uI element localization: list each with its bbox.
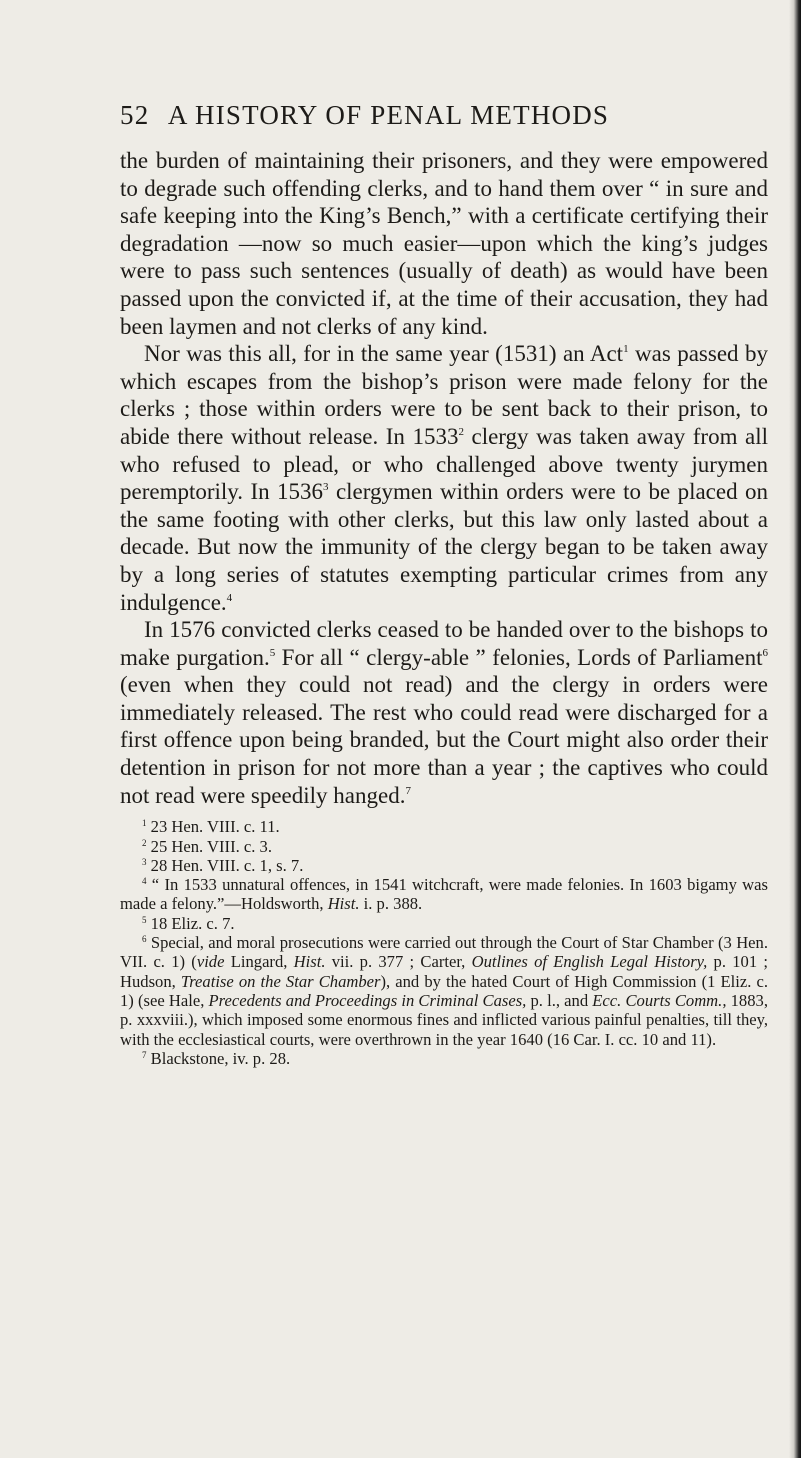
running-head bbox=[120, 100, 768, 131]
footnote-2-text: 25 Hen. VIII. c. 3. bbox=[146, 836, 272, 856]
body-text bbox=[120, 147, 768, 809]
book-page bbox=[120, 100, 768, 1068]
footnote-mark-7: 7 bbox=[142, 1049, 147, 1060]
paragraph-1-text: the burden of maintaining their prisoners, and they were empowered to degrade such offending clerks, and to hand them over “ in sure and safe keeping into the King’s Bench,” with a certificate certifying their degradation —now so much easier—upon which the king’s judges were to pass such sentences (usually of death) as would have been passed upon the convicted if, at the time of their accusation, they had been laymen and not clerks of any kind. bbox=[120, 148, 768, 339]
footnote-1-text: 23 Hen. VIII. c. 11. bbox=[146, 817, 280, 837]
footnote-6-text-f: p. l., and bbox=[526, 990, 593, 1010]
footnote-ref-7[interactable]: 7 bbox=[405, 784, 411, 797]
footnote-ref-4[interactable]: 4 bbox=[226, 591, 233, 604]
paragraph-3-text-b: For all “ clergy-able ” felonies, Lords of Parliament bbox=[275, 644, 763, 670]
footnote-6-text-c: vii. p. 377 ; Carter, bbox=[325, 952, 472, 972]
footnote-6 bbox=[120, 933, 768, 1049]
paragraph-2-text-c: clergy was taken away from all who refused to plead, or who challenged above twenty jurymen peremptorily. In 1536 bbox=[120, 423, 768, 505]
footnote-mark-3: 3 bbox=[142, 856, 147, 867]
paragraph-3-text-a: In 1576 convicted clerks ceased to be handed over to the bishops to make purgation. bbox=[120, 617, 768, 670]
footnote-6-hist: Hist. bbox=[293, 952, 326, 972]
footnote-ref-2[interactable]: 2 bbox=[458, 425, 464, 438]
footnote-2 bbox=[120, 837, 768, 856]
footnote-5-text: 18 Eliz. c. 7. bbox=[146, 913, 235, 933]
footnotes bbox=[120, 817, 768, 1068]
footnote-5 bbox=[120, 914, 768, 933]
footnote-mark-6: 6 bbox=[142, 934, 147, 945]
footnote-7-text: Blackstone, iv. p. 28. bbox=[146, 1048, 291, 1068]
footnote-4-text-a: “ In 1533 unnatural offences, in 1541 witchcraft, were made felonies. In 1603 bigamy was made a felony.”—Holdsworth, bbox=[120, 875, 768, 914]
footnote-6-text-e: ), and by the hated Court of High Commission (1 Eliz. c. 1) (see Hale, bbox=[120, 971, 768, 1010]
footnote-1 bbox=[120, 817, 768, 836]
paragraph-2-text-b: was passed by which escapes from the bishop’s prison were made felony for the clerks ; those within orders were to be sent back to their prison, to abide there without release. In 1533 bbox=[120, 341, 768, 449]
footnote-6-outlines: Outlines of English Legal History, bbox=[471, 952, 708, 972]
footnote-6-text-b: Lingard, bbox=[224, 952, 294, 972]
footnote-4-italic: Hist. bbox=[327, 894, 360, 914]
footnote-mark-5: 5 bbox=[142, 914, 147, 925]
footnote-6-precedents: Precedents and Proceedings in Criminal Cases, bbox=[208, 990, 527, 1010]
footnote-ref-5[interactable]: 5 bbox=[269, 646, 276, 659]
footnote-mark-4: 4 bbox=[142, 876, 147, 887]
footnote-7 bbox=[120, 1049, 768, 1068]
footnote-6-vide: vide bbox=[196, 952, 225, 972]
running-title: A HISTORY OF PENAL METHODS bbox=[167, 100, 610, 130]
footnote-4-text-b: i. p. 388. bbox=[359, 894, 423, 914]
footnote-6-text-d: p. 101 ; Hudson, bbox=[120, 952, 768, 991]
paragraph-2 bbox=[120, 340, 768, 616]
footnote-mark-2: 2 bbox=[142, 837, 147, 848]
page-edge-shadow bbox=[789, 0, 801, 1458]
paragraph-2-text-d: clergymen within orders were to be placed on the same footing with other clerks, but this law only lasted about a decade. But now the immunity of the clergy began to be taken away by a long series of statutes exempting particular crimes from any indulgence. bbox=[120, 479, 768, 615]
paragraph-3-text-c: (even when they could not read) and the clergy in orders were immediately released. The rest who could read were discharged for a first offence upon being branded, but the Court might also order their detention in prison for not more than a year ; the captives who could not read were speedily hanged. bbox=[120, 672, 768, 808]
footnote-3 bbox=[120, 856, 768, 875]
footnote-ref-1[interactable]: 1 bbox=[623, 343, 629, 356]
footnote-6-treatise: Treatise on the Star Chamber bbox=[180, 971, 381, 991]
footnote-ref-3[interactable]: 3 bbox=[323, 481, 329, 494]
paragraph-2-text-a: Nor was this all, for in the same year (1531) an Act bbox=[144, 341, 624, 367]
page-number: 52 bbox=[120, 100, 150, 130]
footnote-ref-6[interactable]: 6 bbox=[762, 646, 769, 659]
paragraph-1 bbox=[120, 147, 768, 340]
footnote-4 bbox=[120, 875, 768, 914]
footnote-6-text-a: Special, and moral prosecutions were carried out through the Court of Star Chamber (3 Hen. VII. c. 1) ( bbox=[120, 933, 768, 972]
footnote-6-text-g: 1883, p. xxxviii.), which imposed some enormous fines and inflicted various painful penalties, till they, with the ecclesiastical courts, were overthrown in the year 1640 (16 Car. I. cc. 10 and 11). bbox=[120, 990, 768, 1049]
footnote-6-ecc: Ecc. Courts Comm., bbox=[592, 990, 727, 1010]
paragraph-3 bbox=[120, 616, 768, 809]
footnote-mark-1: 1 bbox=[142, 818, 147, 829]
footnote-3-text: 28 Hen. VIII. c. 1, s. 7. bbox=[146, 855, 304, 875]
